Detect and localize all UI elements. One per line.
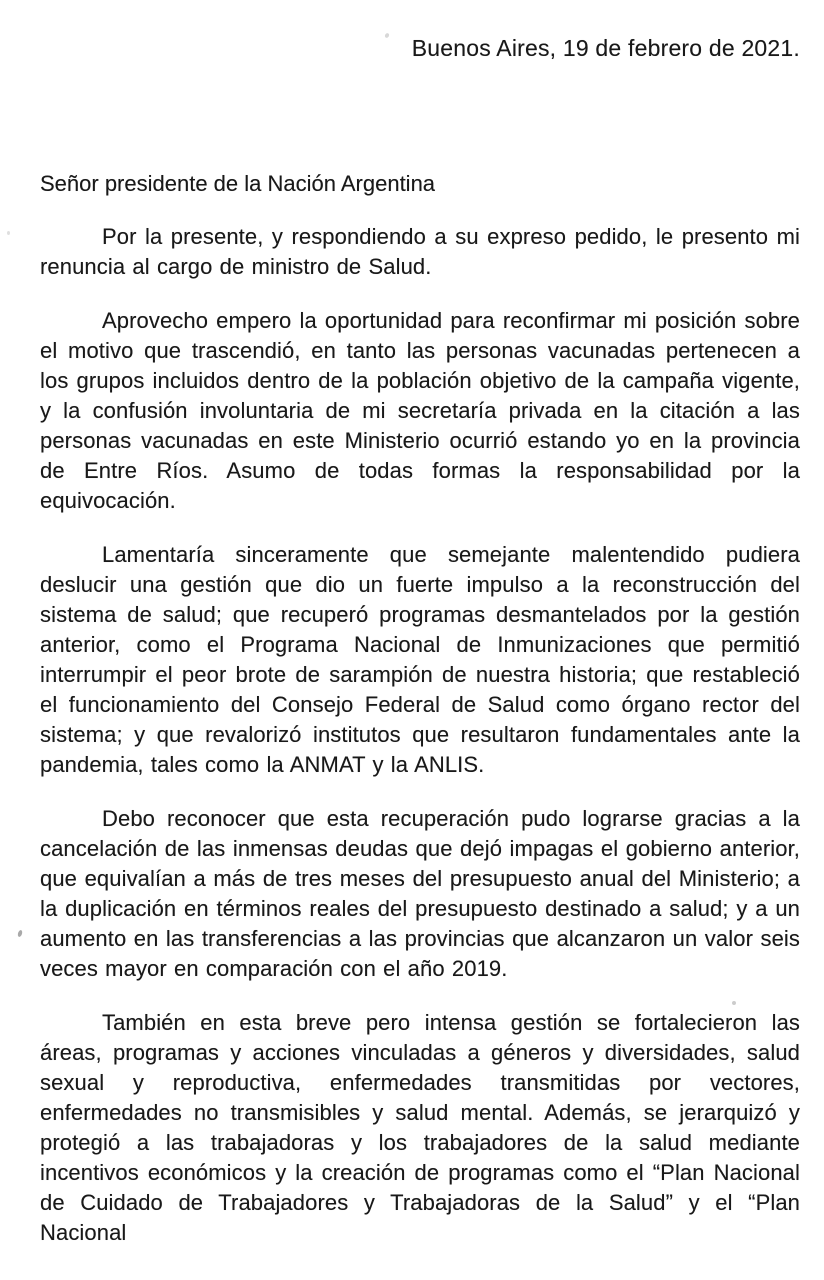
- paragraph-management-achievements: Lamentaría sinceramente que semejante malentendido pudiera deslucir una gestión que dio un fuerte impulso a la reconstrucción del sistema de salud; que recuperó programas desmantelados por la gestión anterior, como el Programa Nacional de Inmunizaciones que permitió interrumpir el peor brote de sarampión de nuestra historia; que restableció el funcionamiento del Consejo Federal de Salud como órgano rector del sistema; y que revalorizó institutos que resultaron fundamentales ante la pandemia, tales como la ANMAT y la ANLIS.: [40, 542, 800, 777]
- paragraph-programs-strengthened: También en esta breve pero intensa gestión se fortalecieron las áreas, programas y acciones vinculadas a géneros y diversidades, salud sexual y reproductiva, enfermedades transmitidas por vectores, enfermedades no transmisibles y salud mental. Además, se jerarquizó y protegió a las trabajadoras y los trabajadores de la salud mediante incentivos económicos y la creación de programas como el “Plan Nacional de Cuidado de Trabajadores y Trabajadoras de la Salud” y el “Plan Nacional: [40, 1010, 800, 1245]
- paragraph-budget-recovery: Debo reconocer que esta recuperación pudo lograrse gracias a la cancelación de las inmensas deudas que dejó impagas el gobierno anterior, que equivalían a más de tres meses del presupuesto anual del Ministerio; a la duplicación en términos reales del presupuesto destinado a salud; y a un aumento en las transferencias a las provincias que alcanzaron un valor seis veces mayor en comparación con el año 2019.: [40, 806, 800, 981]
- paragraph-resignation: Por la presente, y respondiendo a su expreso pedido, le presento mi renuncia al cargo de ministro de Salud.: [40, 224, 800, 279]
- dateline: Buenos Aires, 19 de febrero de 2021.: [411, 35, 800, 61]
- paragraph-position-clarification: Aprovecho empero la oportunidad para reconfirmar mi posición sobre el motivo que trascendió, en tanto las personas vacunadas pertenecen a los grupos incluidos dentro de la población objetivo de la campaña vigente, y la confusión involuntaria de mi secretaría privada en la citación a las personas vacunadas en este Ministerio ocurrió estando yo en la provincia de Entre Ríos. Asumo de todas formas la responsabilidad por la equivocación.: [40, 308, 800, 513]
- salutation: Señor presidente de la Nación Argentina: [40, 171, 436, 196]
- scan-artifact-speck: [7, 231, 10, 235]
- letter-body: [40, 0, 800, 1248]
- scan-artifact-speck: [17, 930, 23, 938]
